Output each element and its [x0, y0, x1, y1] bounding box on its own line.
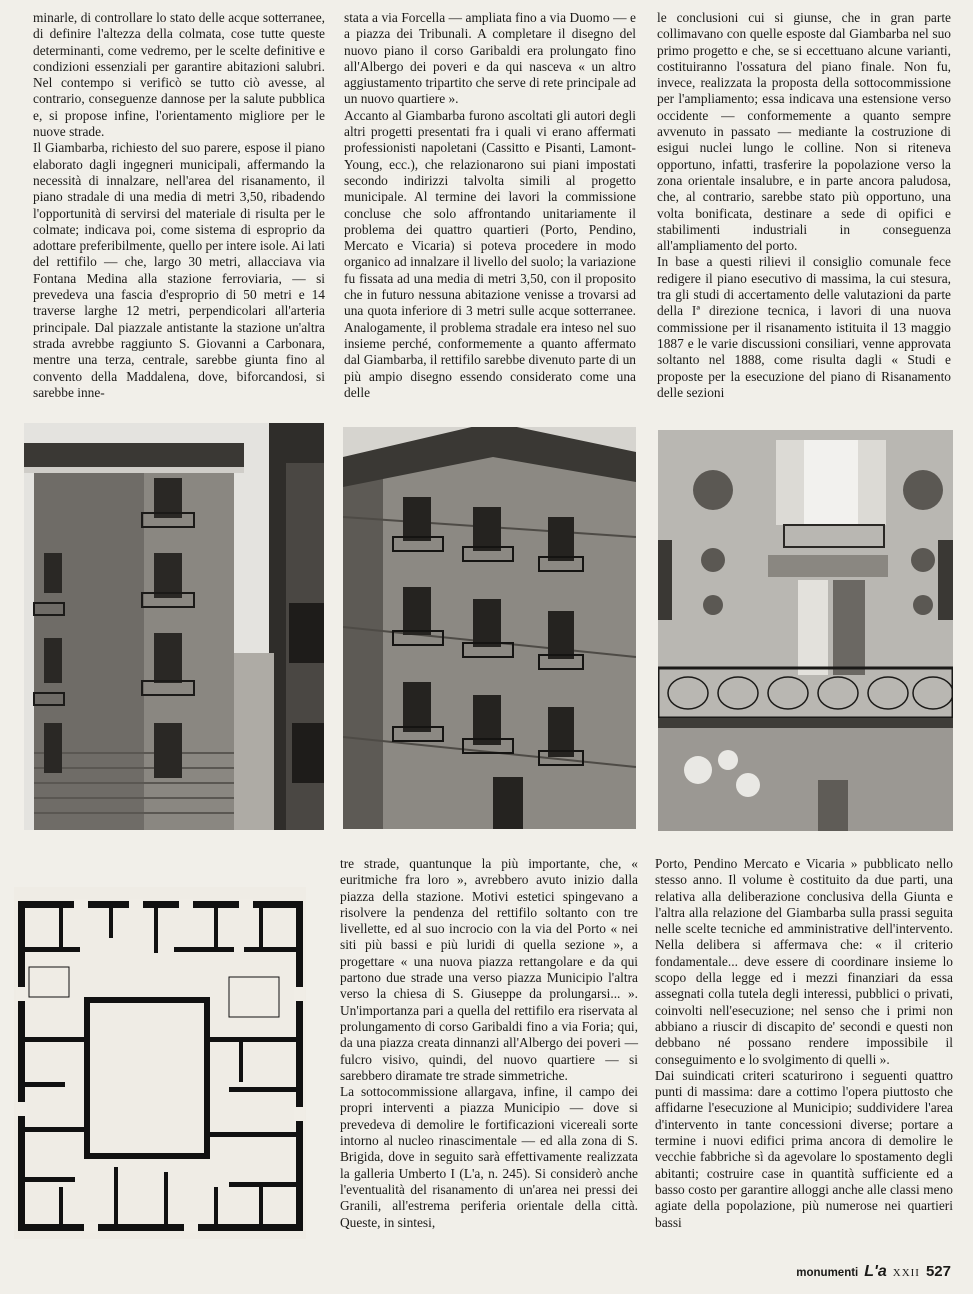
text-column-3: [657, 10, 951, 401]
floor-plan-drawing: [14, 887, 306, 1239]
paragraph: Porto, Pendino Mercato e Vicaria » pubblicato nello stesso anno. Il volume è costituito da due parti, una relativa alla deliberazione conclusiva della Giunta e l'altra alla relazione del Giambarba sulla prassi seguita nelle scelte tecniche ed amministrative dell'intervento. Nella delibera si affermava che: « il criterio fondamentale... deve essere di coordinare insieme lo scopo della legge ed i mezzi finanziari da essa assegnati colla tutela degli interessi, pubblici o privati, coinvolti nell'esecuzione; nel senso che i primi non abbiano a riuscir di discapito de' secondi e questi non debbano né possano rendere impossibile il conseguimento e lo svolgimento di quelli ».: [655, 856, 953, 1067]
paragraph: tre strade, quantunque la più importante, che, « euritmiche fra loro », avrebbero avuto inizio dalla piazza della stazione. Motivi estetici spingevano a risolvere la pendenza del rettifilo soltanto con tre livellette, ed al suo incrocio con la via del Porto « nei siti più bassi e più luridi di quella sezione », a progettare « una nuova piazza rettangolare e da qui partono due strade una verso piazza Municipio l'altra verso la chiesa di S. Giuseppe da prolungarsi... ». Un'importanza pari a quella del rettifilo era riservata al prolungamento di corso Garibaldi fino a via Foria; qui, da una piazza creata dinnanzi all'Albergo dei poveri — fulcro visivo, quindi, del nuovo quartiere — si sarebbero diramate tre strade simmetriche.: [340, 856, 638, 1083]
paragraph: Accanto al Giambarba furono ascoltati gli autori degli altri progetti presentati fra i quali vi erano affermati professionisti napoletani (Cassitto e Pisanti, Lamont-Young, ecc.), che relazionarono sui piani impostati secondo indirizzi talvolta simili al progetto municipale. Al termine dei lavori la commissione concluse che solo affrontando unitariamente il problema dei quattro quartieri (Porto, Pendino, Mercato e Vicaria) si poteva procedere in modo organico ad innalzare il livello del suolo; la variazione fu fissata ad una media di metri 3,50, con il proposito che in futuro nessuna abitazione venisse a trovarsi ad una quota inferiore di 3 metri sulle acque sotterranee. Analogamente, il problema stradale era inteso nel suo insieme perché, conformemente a quanto affermato dal Giambarba, il rettifilo sarebbe divenuto parte di un più ampio disegno essendo considerato come una delle: [344, 107, 636, 400]
text-column-4: [340, 856, 638, 1231]
text-column-2: [344, 10, 636, 401]
magazine-logo: L'a: [864, 1263, 887, 1280]
page-number: 527: [925, 1263, 951, 1280]
paragraph: Il Giambarba, richiesto del suo parere, espose il piano elaborato dagli ingegneri municipali, affermando la necessità di innalzare, nell'area del risanamento, il piano stradale di una media di metri 3,50, ribadendo l'opportunità di servirsi del materiale di risulta per le colmate; indicava poi, come sistema di esproprio da adottare preferibilmente, quello per intere isole. Ai lati del rettifilo — che, largo 30 metri, allacciava via Fontana Medina alla stazione ferroviaria, — si prevedeva una fascia d'esproprio di 50 metri e 14 traverse larghe 12 metri, perpendicolari all'arteria principale. Dal piazzale antistante la stazione un'altra strada avrebbe raggiunto S. Giovanni a Carbonara, mentre una terza, centrale, sarebbe giunta fino al convento della Maddalena, dove, biforcandosi, si sarebbe inne-: [33, 140, 325, 400]
paragraph: le conclusioni cui si giunse, che in gran parte collimavano con quelle esposte dal Giambarba nel suo primo progetto e che, se si eccettuano alcune varianti, costituiranno l'ossatura del piano finale. Non fu, invece, realizzata la proposta della sottocommissione per l'ampliamento; essa indicava una estensione verso occidente — conformemente a quanto sempre avvenuto in passato — mediante la costruzione di esigui nuclei lungo le colline. Non si riteneva opportuno, infatti, trasferire la popolazione verso la zona orientale insalubre, e in parte ancora paludosa, che, al contrario, sarebbe stato più opportuno, una volta bonificata, destinare a sede di opifici e stabilimenti industriali in conseguenza all'ampliamento del porto.: [657, 10, 951, 254]
building-photo-facade-detail: [658, 430, 953, 831]
building-photo-corner-palazzo: [24, 423, 324, 830]
page-footer: [796, 1263, 951, 1281]
paragraph: minarle, di controllare lo stato delle acque sotterranee, di definire l'altezza della colmata, cose tutte queste determinanti, come vedremo, per le scelte definitive e condizioni essenziali per garantire abitazioni salubri. Nel contempo si verificò se tutto ciò avesse, al contrario, conseguenze dannose per la salute pubblica e, si propose infine, l'orientamento migliore per le nuove strade.: [33, 10, 325, 140]
text-column-1: [33, 10, 325, 401]
paragraph: La sottocommissione allargava, infine, il campo dei propri interventi a piazza Municipio — dove si prevedeva di demolire le fortificazioni vicereali sorte intorno al nucleo rinascimentale — ed alla zona di S. Brigida, dove in seguito sarà effettivamente realizzata la galleria Umberto I (L'a, n. 245). Si considerò anche l'eventualità del risanamento di un'area nei pressi dei Granili, all'estrema periferia orientale della città. Queste, in sintesi,: [340, 1084, 638, 1230]
footer-volume: XXII: [892, 1267, 920, 1279]
building-photo-ornate-corner: [343, 427, 636, 829]
footer-section: monumenti: [796, 1267, 859, 1279]
paragraph: In base a questi rilievi il consiglio comunale fece redigere il piano esecutivo di massima, la cui stesura, tra gli studi di accertamento delle valutazioni da parte della Iª direzione tecnica, i lavori di una nuova commissione per il risanamento istituita il 13 maggio 1887 e le varie discussioni consiliari, venne approvata soltanto nel 1888, come risulta dagli « Studi e proposte per la esecuzione del piano di Risanamento delle sezioni: [657, 254, 951, 400]
paragraph: stata a via Forcella — ampliata fino a via Duomo — e a piazza dei Tribunali. A completare il disegno del nuovo piano il corso Garibaldi era prolungato fino all'Albergo dei poveri e da qui nasceva « un altro aggiustamento tripartito che serve di rete principale ad un nuovo quartiere ».: [344, 10, 636, 107]
text-column-5: [655, 856, 953, 1231]
paragraph: Dai suindicati criteri scaturirono i seguenti quattro punti di massima: dare a cottimo l'opera piuttosto che affidarne l'esecuzione al Municipio; suddividere l'area d'intervento in tante concessioni diverse; portare a termine i nuovi edifici prima ancora di demolire le vecchie fabbriche sì da agevolare lo spostamento degli abitanti; costruire case in quantità sufficiente ed a basso costo per garantire alloggi anche alle classi meno agiate della popolazione, più numerose nei quartieri bassi: [655, 1067, 953, 1230]
